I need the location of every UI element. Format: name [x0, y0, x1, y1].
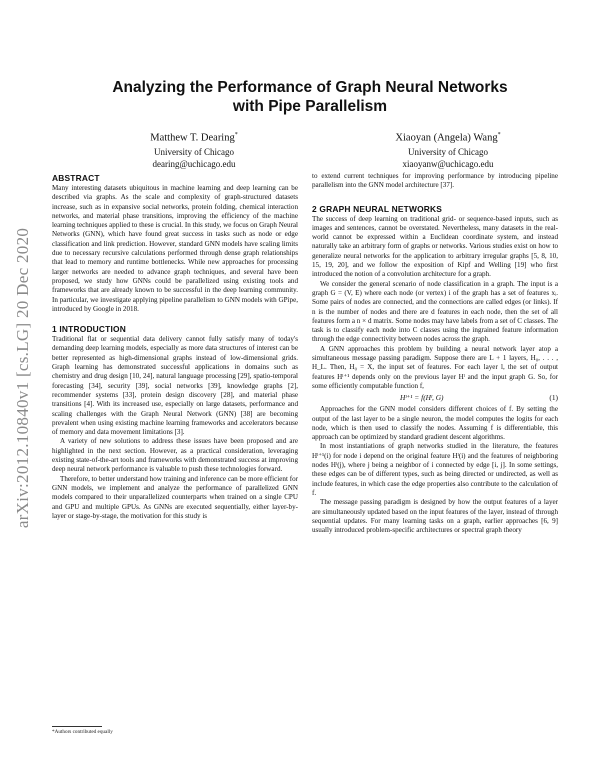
author-affiliation: University of Chicago [154, 146, 234, 157]
author-affiliation: University of Chicago [408, 146, 488, 157]
author-block-1 [84, 128, 304, 170]
footnote: *Authors contributed equally [52, 729, 113, 735]
author-block-2 [338, 128, 558, 170]
paper-title-line-2: with Pipe Parallelism [232, 98, 388, 115]
intro-paragraph-1: Traditional flat or sequential data delivery cannot fully satisfy many of today's demanding deep learning models, especially as more data structures of interest can be better represented as high-dimensional graphs instead of low-dimensional grids. Graph learning has demonstrated successful applications in domains such as chemistry and drug design [10, 24], natural language processing [29], spatio-temporal forecasting [34], security [39], social networks [39], knowledge graphs [2], recommender systems [33], protein design discovery [28], and material phase transitions [4]. With its increased use, especially on large datasets, performance and scaling challenges with the Graph Neural Network (GNN) [38] are becoming prevalent when using existing machine learning frameworks and accelerators because of memory and data movement limitations [3]. [52, 335, 298, 437]
author-email: dearing@uchicago.edu [152, 158, 236, 169]
paper-title-line-1: Analyzing the Performance of Graph Neural Networks [112, 79, 508, 96]
gnn-paragraph-4: Approaches for the GNN model considers different choices of f. By setting the output of the last layer to be a single neuron, the model computes the logits for each node, which is then used to classify the nodes. Assuming f is differentiable, this approach can be optimized by standard gradient descent algorithms. [312, 405, 558, 442]
left-column [52, 172, 298, 521]
author-name: Xiaoyan (Angela) Wang [395, 132, 498, 144]
arxiv-stamp-text: arXiv:2012.10840v1 [cs.LG] 20 Dec 2020 [13, 227, 32, 528]
author-email: xiaoyanw@uchicago.edu [402, 158, 494, 169]
gnn-paragraph-2: We consider the general scenario of node classification in a graph. The input is a graph G = (V, E) where each node (or vertex) i of the graph has a set of features xᵢ. Some pairs of nodes are connected, and the connections are called edges (or links). If n is the number of nodes and there are d features in each node, then the set of all features form a n × d matrix. Some nodes may have labels from a set of C classes. The task is to classify each node into C classes using the ingrained feature information through the edge connectivity between nodes across the graph. [312, 279, 558, 344]
equation-body: Hˡ⁺¹ = f(Hˡ, G) [400, 393, 444, 403]
abstract-text: Many interesting datasets ubiquitous in machine learning and deep learning can be described via graphs. As the scale and complexity of graph-structured datasets increase, such as in expansive social networks, protein folding, chemical interaction networks, and material phase transitions, improving the efficiency of the machine learning techniques applied to these is crucial. In this study, we focus on Graph Neural Networks (GNN), which have found great success in tasks such as node or edge classification and link prediction. However, standard GNN models have scaling limits due to necessary recursive calculations performed through dense graph relationships that lead to memory and runtime bottlenecks. While new approaches for processing larger networks are needed to advance graph techniques, and several have been proposed, we study how GNNs could be parallelized using existing tools and frameworks that are already known to be successful in the deep learning community. In particular, we investigate applying pipeline parallelism to GNN models with GPipe, introduced by Google in 2018. [52, 184, 298, 313]
arxiv-stamp [12, 190, 34, 565]
gnn-paragraph-6: The message passing paradigm is designed by how the output features of a layer are simultaneously updated based on the input features of the layer, instead of through sequential updates. For many learning tasks on a graph, earlier approaches [6, 9] usually introduced problem-specific architectures or spectral graph theory [312, 498, 558, 535]
gnn-paragraph-3: A GNN approaches this problem by building a neural network layer atop a simultaneous message passing paradigm. Suppose there are L + 1 layers, H₀, . . . , H_L. Then, H₀ = X, the input set of features. For each layer l, the set of output features Hˡ⁺¹ depends only on the previous layer Hˡ and the input graph G. So, for some efficiently computable function f, [312, 344, 558, 390]
section-1-heading: 1 INTRODUCTION [52, 324, 126, 335]
equal-contribution-mark: * [497, 132, 501, 138]
gnn-paragraph-1: The success of deep learning on traditional grid- or sequence-based inputs, such as images and sentences, cannot be overstated. Nevertheless, many datasets in the real-world cannot be expressed within a Euclidean coordinate system, and instead naturally take an arbitrary form of graphs or networks. Various studies exist on how to generalize neural networks for the application to arbitrary irregular graphs [5, 8, 10, 15, 19, 20], and we follow the exposition of Kipf and Welling [19] who first introduced the notion of a convolution architecture for a graph. [312, 214, 558, 279]
intro-paragraph-2: A variety of new solutions to address these issues have been proposed and are highlighted in the next section. However, as a practical consideration, leveraging existing state-of-the-art tools and frameworks with demonstrated success at improving deep neural network performance is valuable to push these technologies forward. [52, 437, 298, 474]
intro-paragraph-3: Therefore, to better understand how training and inference can be more efficient for GNN models, we implement and analyze the performance of parallelized GNN models compared to their unparallelized counterparts when trained on a single CPU and GPU and multiple GPUs. As GNNs are executed sequentially, either layer-by-layer or stage-by-stage, the motivation for this study is [52, 474, 298, 520]
intro-continuation: to extend current techniques for improving performance by introducing pipeline parallelism into the GNN model architecture [37]. [312, 172, 558, 190]
footnote-rule [52, 726, 102, 727]
abstract-heading: ABSTRACT [52, 173, 100, 183]
equal-contribution-mark: * [234, 132, 238, 138]
equation-number: (1) [549, 393, 558, 403]
gnn-paragraph-5: In most instantiations of graph networks studied in the literature, the features Hˡ⁺¹(i) for node i depend on the original feature Hˡ(i) and the features of neighboring nodes Hˡ(j), where j being a neighbor of i connected by edge [i, j]. In some settings, these edges can be of different types, such as being directed or undirected, as well as include features, in which case the edge properties also contribute to the calculation of f. [312, 442, 558, 497]
right-column [312, 172, 558, 535]
section-2-heading: 2 GRAPH NEURAL NETWORKS [312, 203, 443, 214]
equation-1 [312, 391, 558, 405]
author-name: Matthew T. Dearing [150, 132, 235, 144]
